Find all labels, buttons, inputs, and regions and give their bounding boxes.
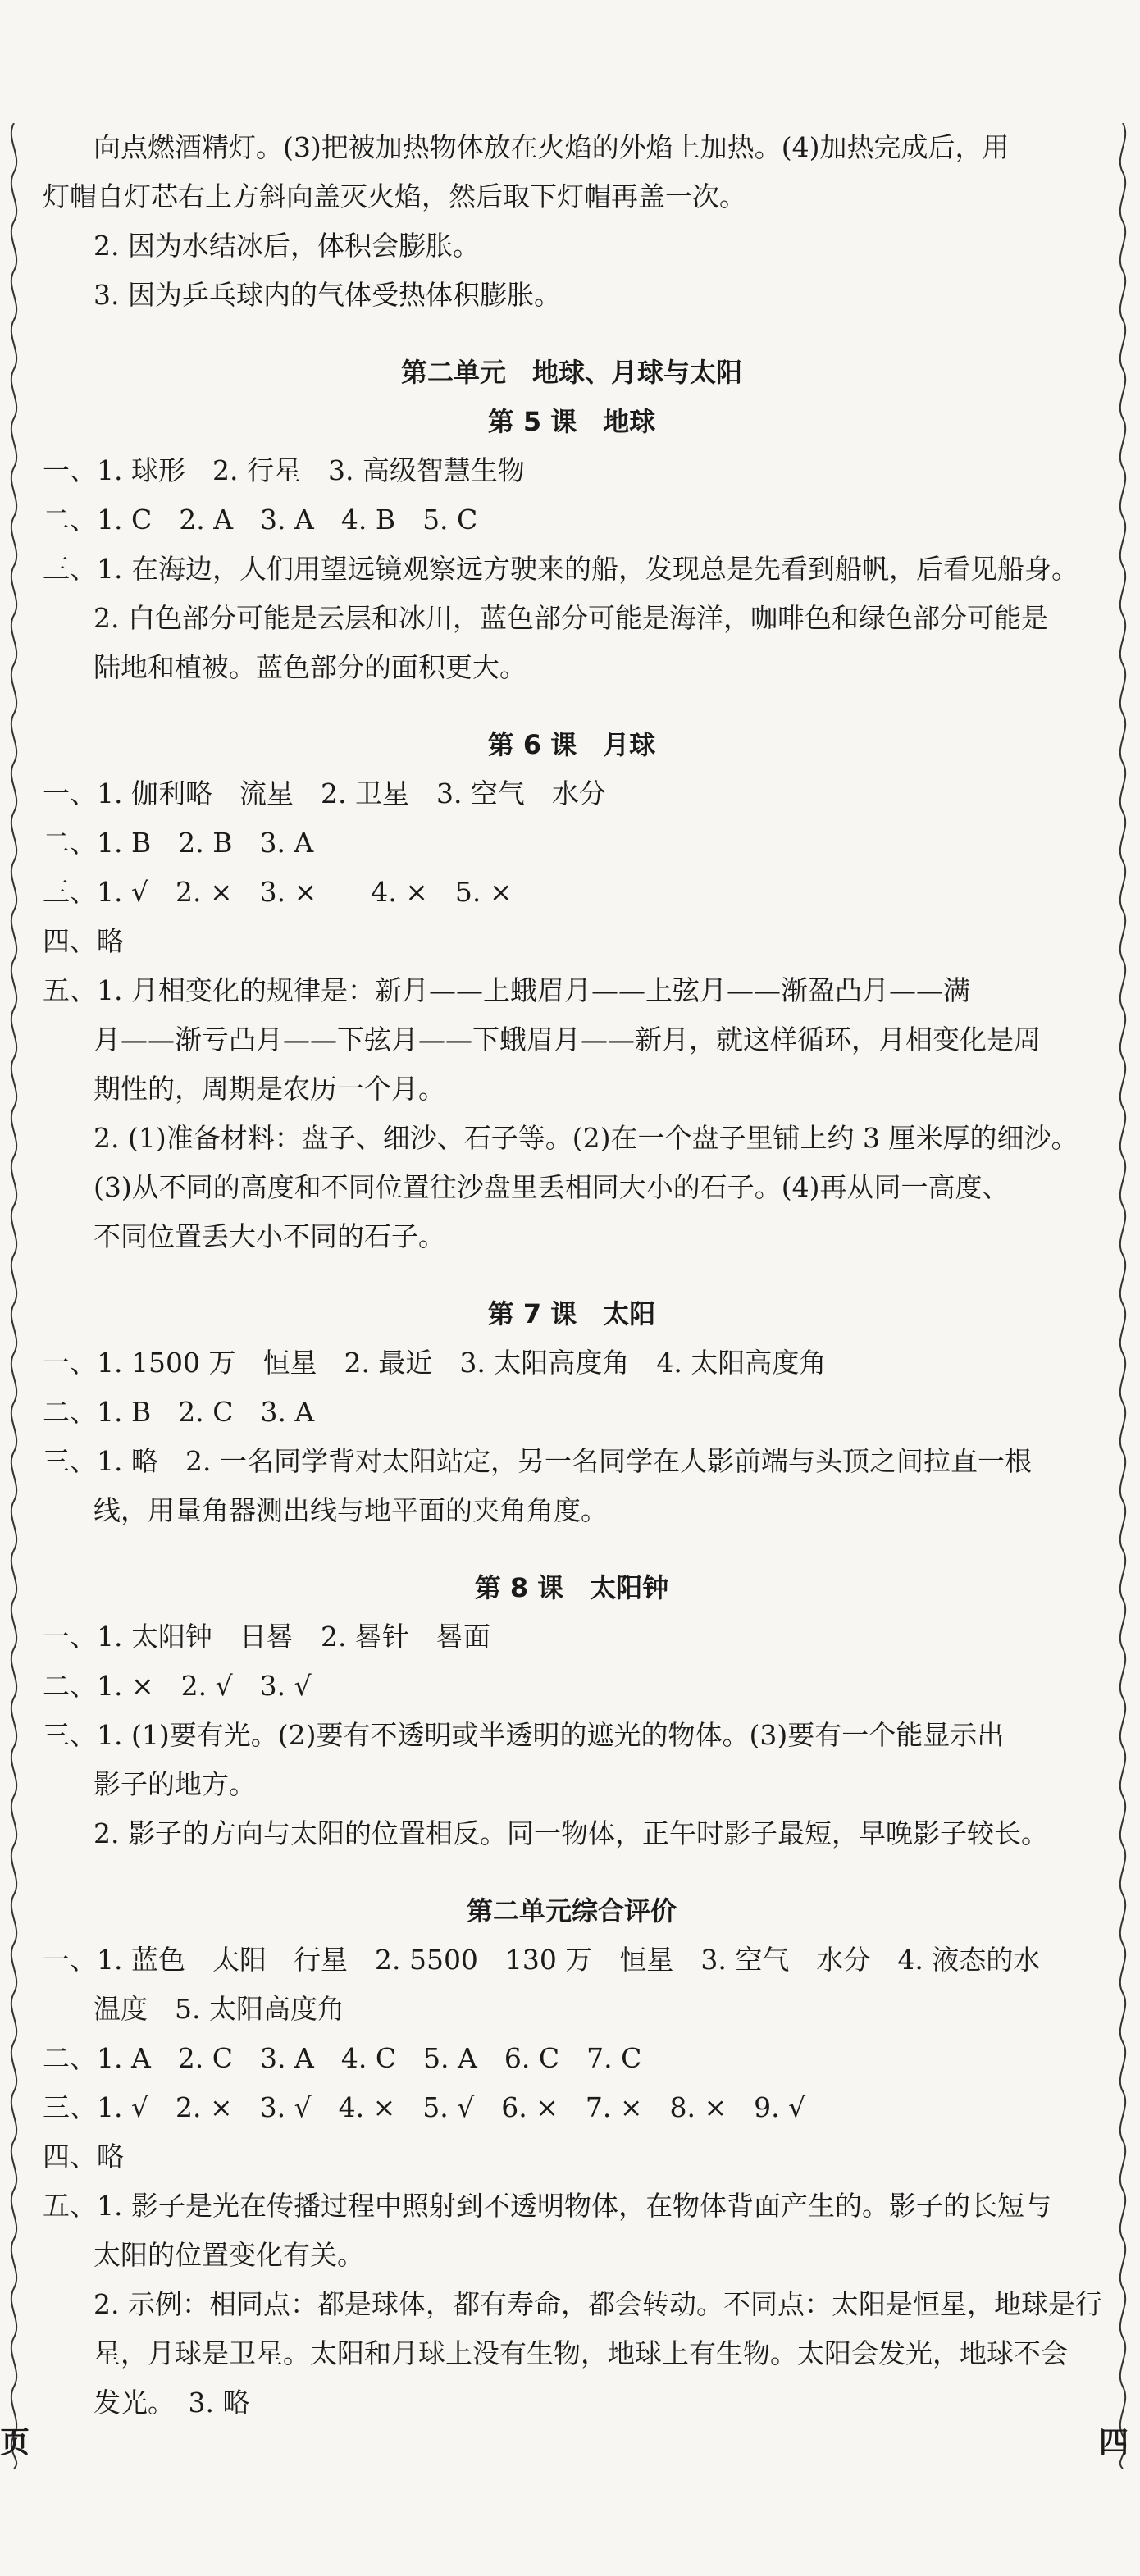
text-line: 三、1. √ 2. × 3. √ 4. × 5. √ 6. × 7. × 8. × 9. √ (43, 2091, 806, 2123)
text-line: 太阳的位置变化有关。 (93, 2239, 364, 2271)
page-corner-right-char: 四 (1099, 2425, 1129, 2460)
text-line: 2. 示例：相同点：都是球体，都有寿命，都会转动。不同点：太阳是恒星，地球是行 (93, 2288, 1102, 2320)
text-line: 二、1. B 2. B 3. A (43, 827, 314, 859)
text-line: 温度 5. 太阳高度角 (93, 1993, 344, 2025)
lesson-6-title: 第 6 课 月球 (487, 729, 656, 760)
decorative-border-right (1112, 123, 1133, 2469)
text-line: 一、1. 1500 万 恒星 2. 最近 3. 太阳高度角 4. 太阳高度角 (43, 1347, 827, 1379)
page-corner-left-char: 页 (0, 2425, 30, 2460)
text-line: 陆地和植被。蓝色部分的面积更大。 (93, 651, 527, 683)
text-line: 一、1. 蓝色 太阳 行星 2. 5500 130 万 恒星 3. 空气 水分 4. 液态的水 (43, 1944, 1041, 1976)
lesson-8-title: 第 8 课 太阳钟 (474, 1572, 669, 1603)
lesson-5-title: 第 5 课 地球 (487, 406, 656, 437)
text-line: (3)从不同的高度和不同位置往沙盘里丢相同大小的石子。(4)再从同一高度、 (93, 1171, 1010, 1203)
text-line: 2. (1)准备材料：盘子、细沙、石子等。(2)在一个盘子里铺上约 3 厘米厚的细沙。 (93, 1122, 1078, 1154)
text-line: 五、1. 影子是光在传播过程中照射到不透明物体，在物体背面产生的。影子的长短与 (43, 2190, 1051, 2222)
text-line: 三、1. √ 2. × 3. × 4. × 5. × (43, 876, 513, 908)
lesson-7-title: 第 7 课 太阳 (487, 1298, 656, 1329)
text-line: 月——渐亏凸月——下弦月——下蛾眉月——新月，就这样循环，月相变化是周 (93, 1024, 1041, 1055)
text-line: 三、1. 在海边，人们用望远镜观察远方驶来的船，发现总是先看到船帆，后看见船身。 (43, 553, 1078, 585)
text-line: 一、1. 球形 2. 行星 3. 高级智慧生物 (43, 454, 525, 486)
text-line: 二、1. B 2. C 3. A (43, 1396, 315, 1428)
text-line: 二、1. A 2. C 3. A 4. C 5. A 6. C 7. C (43, 2042, 642, 2074)
text-line: 3. 因为乒乓球内的气体受热体积膨胀。 (93, 279, 561, 311)
text-line: 2. 白色部分可能是云层和冰川，蓝色部分可能是海洋，咖啡色和绿色部分可能是 (93, 602, 1048, 634)
text-line: 向点燃酒精灯。(3)把被加热物体放在火焰的外焰上加热。(4)加热完成后，用 (93, 131, 1010, 163)
text-line: 不同位置丢大小不同的石子。 (93, 1220, 445, 1252)
text-line: 二、1. × 2. √ 3. √ (43, 1670, 312, 1702)
text-line: 五、1. 月相变化的规律是：新月——上蛾眉月——上弦月——渐盈凸月——满 (43, 974, 970, 1006)
answer-content (43, 123, 1101, 2428)
unit-title: 第二单元 地球、月球与太阳 (400, 357, 742, 388)
text-line: 四、略 (43, 925, 124, 957)
text-line: 一、1. 太阳钟 日晷 2. 晷针 晷面 (43, 1621, 490, 1653)
text-line: 线，用量角器测出线与地平面的夹角角度。 (93, 1494, 608, 1526)
text-line: 三、1. 略 2. 一名同学背对太阳站定，另一名同学在人影前端与头顶之间拉直一根 (43, 1445, 1032, 1477)
decorative-border-left (3, 123, 25, 2469)
text-line: 2. 因为水结冰后，体积会膨胀。 (93, 230, 480, 262)
text-line: 灯帽自灯芯右上方斜向盖灭火焰，然后取下灯帽再盖一次。 (43, 180, 746, 212)
text-line: 期性的，周期是农历一个月。 (93, 1073, 445, 1105)
text-line: 星，月球是卫星。太阳和月球上没有生物，地球上有生物。太阳会发光，地球不会 (93, 2337, 1068, 2369)
text-line: 影子的地方。 (93, 1768, 256, 1800)
unit-review-title: 第二单元综合评价 (466, 1895, 677, 1926)
text-line: 发光。 3. 略 (93, 2387, 250, 2419)
text-line: 三、1. (1)要有光。(2)要有不透明或半透明的遮光的物体。(3)要有一个能显示出 (43, 1719, 1005, 1751)
text-line: 四、略 (43, 2141, 124, 2173)
text-line: 二、1. C 2. A 3. A 4. B 5. C (43, 504, 478, 536)
text-line: 2. 影子的方向与太阳的位置相反。同一物体，正午时影子最短，早晚影子较长。 (93, 1817, 1048, 1849)
text-line: 一、1. 伽利略 流星 2. 卫星 3. 空气 水分 (43, 777, 606, 809)
